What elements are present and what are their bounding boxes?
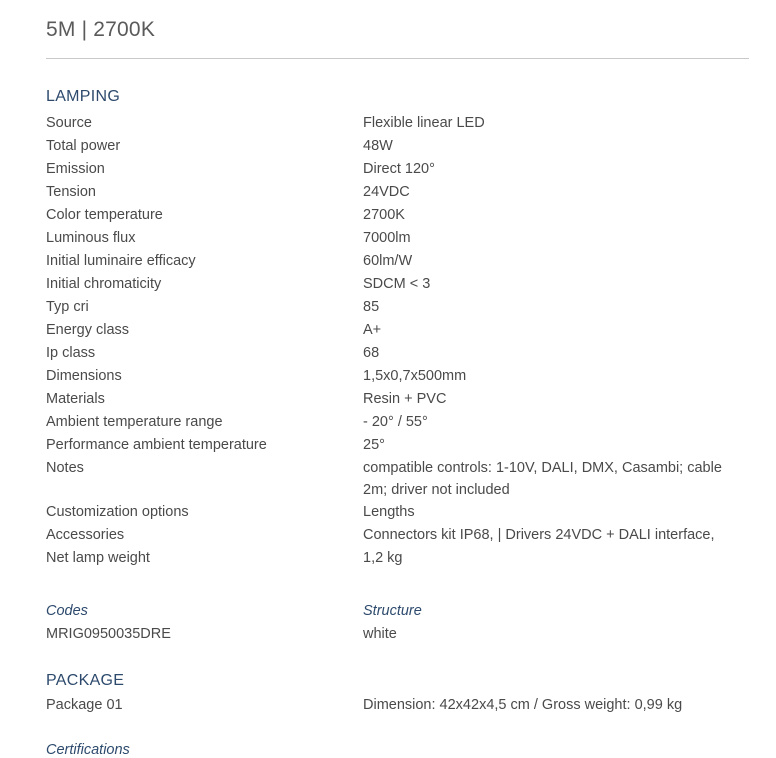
structure-heading: Structure xyxy=(363,603,422,619)
spec-label: Initial chromaticity xyxy=(46,276,162,292)
spec-label: Accessories xyxy=(46,527,125,543)
spec-label: Color temperature xyxy=(46,207,163,223)
spec-label: Total power xyxy=(46,138,121,154)
spec-label: Performance ambient temperature xyxy=(46,437,267,453)
spec-row-performance-temperature xyxy=(46,434,749,457)
spec-row-luminous-flux xyxy=(46,227,749,250)
spec-value: Direct 120° xyxy=(363,161,435,177)
spec-value: - 20° / 55° xyxy=(363,414,428,430)
lamping-spec-list xyxy=(46,112,749,570)
lamping-heading: LAMPING xyxy=(46,88,121,105)
spec-value: Resin + PVC xyxy=(363,391,447,407)
spec-label: Typ cri xyxy=(46,299,89,315)
spec-label: Energy class xyxy=(46,322,130,338)
spec-label: Luminous flux xyxy=(46,230,136,246)
spec-label: Dimensions xyxy=(46,368,122,384)
product-code: MRIG0950035DRE xyxy=(46,626,171,642)
spec-row-accessories xyxy=(46,524,749,547)
spec-value: Connectors kit IP68, | Drivers 24VDC + DALI interface, xyxy=(363,527,715,543)
structure-value: white xyxy=(363,626,397,642)
spec-row-customization-options xyxy=(46,501,749,524)
spec-row-materials xyxy=(46,388,749,411)
spec-label: Ambient temperature range xyxy=(46,414,223,430)
spec-value: 60lm/W xyxy=(363,253,413,269)
spec-value: 2700K xyxy=(363,207,405,223)
spec-row-color-temperature xyxy=(46,204,749,227)
spec-row-emission xyxy=(46,158,749,181)
spec-value: 68 xyxy=(363,345,380,361)
spec-row-ip-class xyxy=(46,342,749,365)
spec-row-notes xyxy=(46,457,749,501)
spec-value: compatible controls: 1-10V, DALI, DMX, Casambi; cable 2m; driver not included xyxy=(363,460,722,498)
spec-label: Net lamp weight xyxy=(46,550,150,566)
codes-heading: Codes xyxy=(46,603,88,619)
spec-value: SDCM < 3 xyxy=(363,276,431,292)
spec-label: Notes xyxy=(46,460,84,476)
spec-label: Emission xyxy=(46,161,105,177)
spec-value: A+ xyxy=(363,322,382,338)
spec-label: Initial luminaire efficacy xyxy=(46,253,196,269)
spec-row-energy-class xyxy=(46,319,749,342)
package-value: Dimension: 42x42x4,5 cm / Gross weight: 0,99 kg xyxy=(363,697,683,713)
spec-row-ambient-temperature-range xyxy=(46,411,749,434)
spec-row-dimensions xyxy=(46,365,749,388)
spec-value: 48W xyxy=(363,138,393,154)
spec-row-source xyxy=(46,112,749,135)
spec-value: 25° xyxy=(363,437,385,453)
package-row xyxy=(46,694,749,716)
spec-value: Flexible linear LED xyxy=(363,115,485,131)
structure-column xyxy=(363,600,422,646)
spec-value: 1,5x0,7x500mm xyxy=(363,368,467,384)
spec-row-net-lamp-weight xyxy=(46,547,749,570)
certifications-heading: Certifications xyxy=(46,742,130,758)
spec-row-tension xyxy=(46,181,749,204)
spec-value: 7000lm xyxy=(363,230,411,246)
package-heading: PACKAGE xyxy=(46,672,125,689)
page-title: 5M | 2700K xyxy=(46,18,156,41)
spec-label: Customization options xyxy=(46,504,189,520)
spec-label: Tension xyxy=(46,184,96,200)
spec-label: Ip class xyxy=(46,345,96,361)
spec-row-chromaticity xyxy=(46,273,749,296)
spec-value: 1,2 kg xyxy=(363,550,403,566)
title-divider xyxy=(46,58,749,59)
package-label: Package 01 xyxy=(46,697,123,713)
spec-row-cri xyxy=(46,296,749,319)
spec-row-total-power xyxy=(46,135,749,158)
codes-column xyxy=(46,600,171,646)
spec-value: 24VDC xyxy=(363,184,410,200)
spec-label: Materials xyxy=(46,391,105,407)
spec-row-luminaire-efficacy xyxy=(46,250,749,273)
spec-value: 85 xyxy=(363,299,380,315)
spec-value: Lengths xyxy=(363,504,415,520)
spec-label: Source xyxy=(46,115,92,131)
